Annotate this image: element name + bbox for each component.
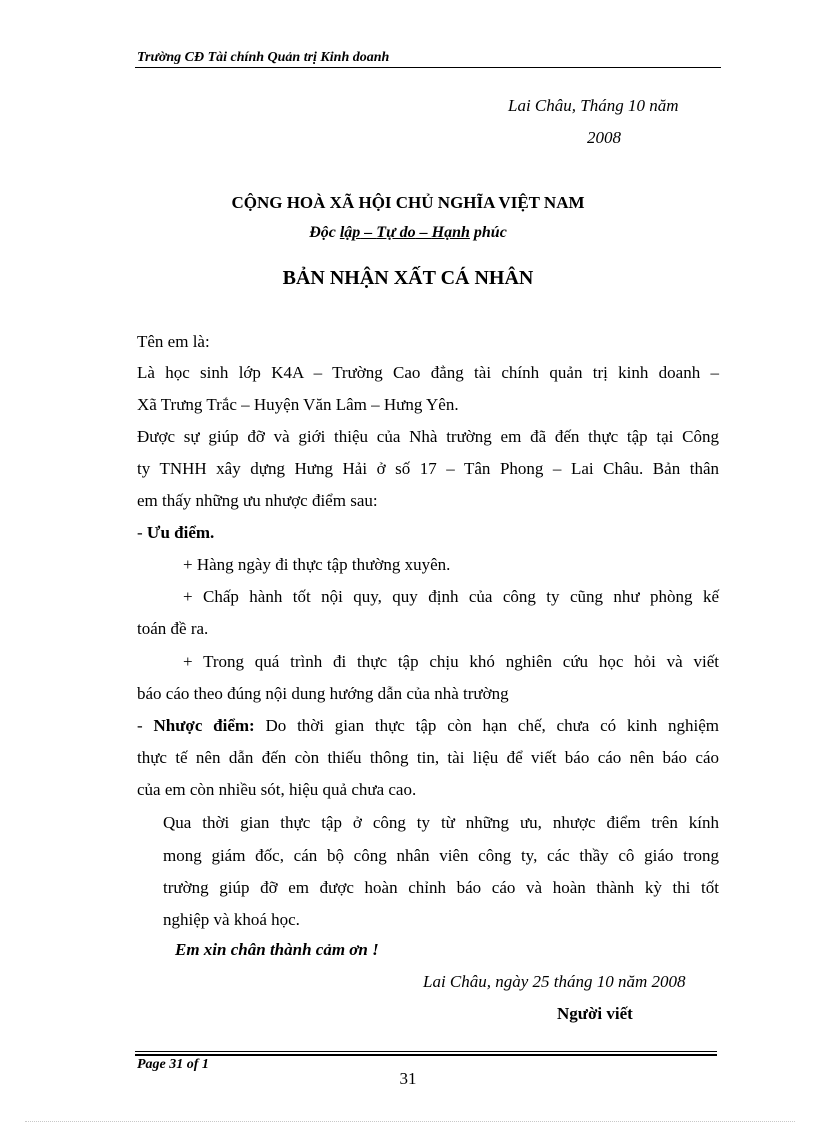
motto-sep-1: –	[360, 224, 377, 241]
footer-page-label: Page 31 of 1	[137, 1057, 209, 1072]
pro-item-1: + Hàng ngày đi thực tập thường xuyên.	[183, 555, 451, 574]
cons-line-2: thực tế nên dẫn đến còn thiếu thông tin, tài liệu để viết báo cáo nên báo cáo	[137, 748, 719, 767]
motto-lap: lập	[339, 224, 361, 241]
motto-end: phúc	[469, 224, 507, 241]
cons-line-3: của em còn nhiều sót, hiệu quả chưa cao.	[137, 780, 417, 799]
pros-heading-line	[137, 522, 719, 544]
cons-line-1	[137, 715, 719, 737]
page-bottom-border	[25, 1121, 795, 1122]
signature-date: Lai Châu, ngày 25 tháng 10 năm 2008	[423, 972, 686, 991]
pro-item-2-line-2: toán đề ra.	[137, 619, 209, 638]
cons-heading: Nhược điểm:	[153, 716, 255, 735]
place-date-line-2: 2008	[587, 128, 621, 147]
thanks-line: Em xin chân thành cảm ơn !	[175, 940, 379, 959]
intro-line-2: Xã Trưng Trắc – Huyện Văn Lâm – Hưng Yên.	[137, 395, 459, 414]
paragraph-2-line-3: em thấy những ưu nhược điểm sau:	[137, 491, 378, 510]
pros-heading: Ưu điểm.	[146, 523, 215, 542]
motto-tudo: Tự do	[376, 224, 416, 241]
cons-prefix: -	[137, 716, 154, 735]
header-school-name: Trường CĐ Tài chính Quản trị Kinh doanh	[137, 50, 390, 65]
header-rule	[135, 67, 721, 68]
pro-item-2-line-1: + Chấp hành tốt nội quy, quy định của công ty cũng như phòng kế	[183, 587, 719, 606]
motto-hanh: Hạnh	[431, 224, 470, 241]
name-line: Tên em là:	[137, 332, 210, 351]
place-date-line-1: Lai Châu, Tháng 10 năm	[508, 96, 679, 115]
paragraph-2-line-1: Được sự giúp đỡ và giới thiệu của Nhà trường em đã đến thực tập tại Công	[137, 427, 719, 446]
signer-label: Người viết	[557, 1004, 633, 1023]
pro-item-3-line-2: báo cáo theo đúng nội dung hướng dẫn của nhà trường	[137, 684, 509, 703]
pro-item-3-line-1: + Trong quá trình đi thực tập chịu khó nghiên cứu học hỏi và viết	[183, 652, 719, 671]
page-number: 31	[399, 1069, 417, 1088]
nation-heading: CỘNG HOÀ XÃ HỘI CHỦ NGHĨA VIỆT NAM	[231, 193, 585, 212]
intro-line-1: Là học sinh lớp K4A – Trường Cao đẳng tài chính quản trị kinh doanh –	[137, 363, 719, 382]
closing-line-4: nghiệp và khoá học.	[163, 910, 300, 929]
document-title: BẢN NHẬN XẤT CÁ NHÂN	[282, 267, 534, 289]
footer-rule-thick	[135, 1054, 717, 1056]
paragraph-2-line-2: ty TNHH xây dựng Hưng Hải ở số 17 – Tân Phong – Lai Châu. Bản thân	[137, 459, 719, 478]
motto-start: Độc	[309, 224, 340, 241]
footer-rule-thin	[135, 1051, 717, 1052]
closing-line-1: Qua thời gian thực tập ở công ty từ những ưu, nhược điểm trên kính	[163, 813, 719, 832]
pros-prefix: -	[137, 523, 147, 542]
cons-line-1-text: Do thời gian thực tập còn hạn chế, chưa có kinh nghiệm	[254, 716, 719, 735]
motto	[0, 224, 816, 242]
motto-sep-2: –	[415, 224, 432, 241]
closing-line-3: trường giúp đỡ em được hoàn chỉnh báo cáo và hoàn thành kỳ thi tốt	[163, 878, 719, 897]
closing-line-2: mong giám đốc, cán bộ công nhân viên công ty, các thầy cô giáo trong	[163, 846, 719, 865]
